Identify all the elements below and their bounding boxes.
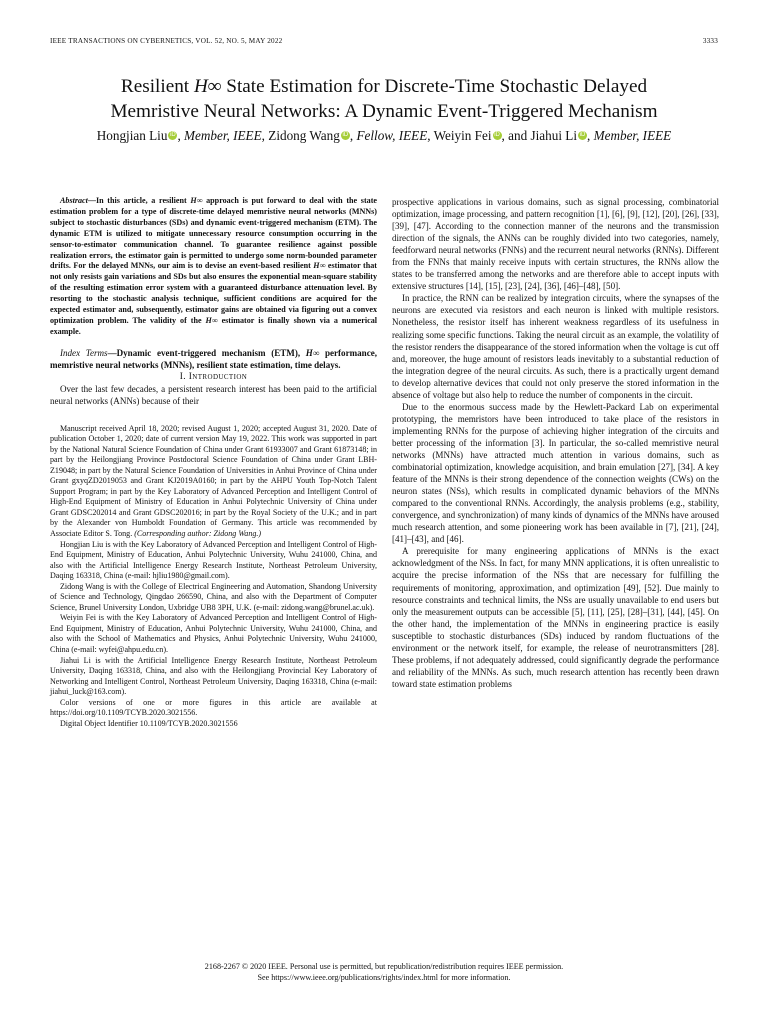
abstract-text: approach is put forward to deal with the state estimation problem for a type of discrete-time delayed memristive neural networks (MNNs) subject to stochastic disturbances (SDs) and dynamic event-triggered mechanism (ETM). The dynamic ETM is utilized to mitigate unnecessary resource consumption occurring in the sensor-to-estimator communication channel. To guarantee resilience against possible realization errors, the estimator gain is permitted to undergo some norm-bounded parameter drifts. For the delayed MNNs, our aim is to devise an event-based resilient [50,196,377,271]
h-infinity-symbol: H∞ [305,347,320,358]
orcid-icon[interactable]: iD [170,132,176,138]
abstract-label: Abstract [60,196,88,205]
right-column [392,196,719,690]
index-terms-text: —Dynamic event-triggered mechanism (ETM), [107,347,306,358]
body-paragraph: A prerequisite for many engineering applications of MNNs is the exact acknowledgment of the NSs. In fact, for many MNN applications, it is often unrealistic to acquire the precise information of the NSs that are necessary for fulfilling the requirements of monitoring, approximation, and optimization [49], [52]. Due mainly to resource constraints and technical limits, the NSs are usually unavailable to end users but only the measurement outputs can be accessible [5], [11], [25], [28]–[31], [44], [45]. On the other hand, the implementation of the MNNs in engineering practice is easily susceptible to stochastic disturbances (SDs) induced by random fluctuations of the environment or the network itself, for example, the release of neurotransmitters [28]. These problems, if not adequately addressed, could significantly degrade the performance and reliability of the MNNs. As such, much research attention has recently been drawn toward state estimation problems [392,546,719,689]
author-name: Weiyin Fei [433,128,492,143]
footnote-doi: Digital Object Identifier 10.1109/TCYB.2020.3021556 [60,718,238,728]
body-paragraph: prospective applications in various domains, such as signal processing, combinatorial optimization, image processing, and pattern recognition [1], [6], [9], [12], [20], [26], [33], [39], [47]. According to the connection manner of the neurons and the transmission direction of the signals, the ANNs can be roughly divided into two categories, namely, feedforward neural networks (FNNs) and the recurrent neural networks (RNNs). Different from the FNNs that mainly receive inputs with certain structures, the RNNs allow the states to be transferred among the networks and are therefore able to accept inputs with extensive structures [14], [15], [23], [24], [36], [46]–[48], [50]. [392,197,719,292]
abstract-text: estimator that not only resists gain variations and SDs but also ensures the exponential mean-square stability of the resulting estimation error system with a guaranteed disturbance attenuation level. By resorting to the stochastic analysis technique, sufficient conditions are acquired for the expected estimator and, subsequently, estimator gains are obtained via figuring out a convex optimization problem. The validity of the [50,261,377,325]
title-text-a: Resilient [120,76,194,97]
section-heading [50,371,377,383]
footnote-author-4: Jiahui Li is with the Artificial Intelligence Energy Research Institute, Northeast Petroleum University, Daqing 163318, China, and also with the Heilongjiang Provincial Key Laboratory of Networking and Intelligent Control, Northeast Petroleum University, Daqing 163318, China (e-mail: jiahui_luck@163.com). [50,655,377,697]
author-name: Hongjian Liu [96,128,168,143]
journal-info: IEEE TRANSACTIONS ON CYBERNETICS, VOL. 52, NO. 5, MAY 2022 [50,37,283,45]
running-header [50,37,718,45]
left-column [50,196,377,729]
author-affil: Member, IEEE [184,128,262,143]
author-name: Jiahui Li [530,128,578,143]
h-infinity-symbol: H∞ [193,76,222,97]
index-terms [50,348,377,372]
rights-link[interactable]: See https://www.ieee.org/publications/rights/index.html for more information. [257,973,511,982]
abstract-text: —In this article, a resilient [87,196,191,205]
copyright-line: 2168-2267 © 2020 IEEE. Personal use is permitted, but republication/redistribution requires IEEE permission. [204,962,564,971]
h-infinity-symbol: H∞ [190,196,203,205]
footnote-author-3: Weiyin Fei is with the Key Laboratory of Advanced Perception and Intelligent Control of High-End Equipment, Ministry of Education, Anhui Polytechnic University, Wuhu 241000, China, and also with the School of Mathematics and Physics, Anhui Polytechnic University, Wuhu 241000, China (e-mail: wyfei@ahpu.edu.cn). [50,613,377,654]
abstract-text: estimator is finally shown via a numerical example. [50,315,377,336]
body-paragraph: In practice, the RNN can be realized by integration circuits, where the synapses of the neurons are executed via resistors and each neuron is linked with multiple resistors. Nonetheless, the resistor itself has inherent weakness regardless of its usefulness in realizing some specific functions. Taking the neural circuit as an example, the volatility of the resistor renders the disappearance of the stored information when the voltage is cut off and, moreover, the huge amount of resistors leads inevitably to a substantial reduction of the integration degree of the neural circuits. As such, there is a practically urgent demand to develop alternative devices that could not only preserve the stored information in the absence of voltage but also help to reduce the number of components in the circuit. [392,293,719,400]
page-number: 3333 [702,37,718,45]
h-infinity-symbol: H∞ [205,315,218,325]
index-terms-text: performance, memristive neural networks (MNNs), resilient state estimation, time delays. [50,347,377,370]
footnote-manuscript [50,424,377,540]
author-name: Zidong Wang [268,128,340,143]
footnote-text: Manuscript received April 18, 2020; revised August 1, 2020; accepted August 31, 2020. Date of publication October 1, 2020; date of current version May 19, 2022. This work was supported in part by the National Natural Science Foundation of China under Grant 61933007 and Grant 61873148; in part by the Heilongjiang Province Postdoctoral Science Foundation of China under Grant LBH-Z19048; in part by the Natural Science Foundation of Universities in Anhui Province of China under Grant gxyqZD2019053 and Grant KJ2019A0160; in part by the AHPU Youth Top-Notch Talent Support Program; in part by the Key Laboratory of Advanced Perception and Intelligent Control of High-End Equipment of Ministry of Education in Anhui Polytechnic University of China under Grant GDSC202014 and Grant GDSC202016; in part by the Royal Society of the U.K.; and in part by the Alexander von Humboldt Foundation of Germany. This article was recommended by Associate Editor S. Tong. [50,423,377,538]
section-title: Introduction [188,372,248,383]
corresponding-author: (Corresponding author: Zidong Wang.) [134,528,262,538]
orcid-icon[interactable]: iD [579,132,586,138]
h-infinity-symbol: H∞ [313,261,326,271]
author-list: Hongjian Liu iD , Member, IEEE, Zidong Wang iD , Fellow, IEEE, Weiyin Fei iD , and Jiahui Li iD , Member, IEEE [96,128,672,143]
author-affil: Fellow, IEEE [356,128,428,143]
author-affil: Member, IEEE [593,128,672,143]
title-line-1 [40,74,728,99]
section-number: I. [179,372,189,383]
footnotes [50,424,377,730]
paper-title [40,74,728,124]
footnote-author-1: Hongjian Liu is with the Key Laboratory of Advanced Perception and Intelligent Control of High-End Equipment, Ministry of Education, Anhui Polytechnic University, Wuhu 241000, China, and also with the Artificial Intelligence Energy Research Institute, Northeast Petroleum University, Daqing 163318, China (e-mail: hjliu1980@gmail.com). [50,539,377,581]
title-line-2: Memristive Neural Networks: A Dynamic Event-Triggered Mechanism [110,101,658,122]
footnote-author-2: Zidong Wang is with the College of Electrical Engineering and Automation, Shandong University of Science and Technology, Qingdao 266590, China, and also with the Department of Computer Science, Brunel University London, Uxbridge UB8 3PH, U.K. (e-mail: zidong.wang@brunel.ac.uk). [50,581,377,612]
title-text-b: State Estimation for Discrete-Time Stochastic Delayed [221,76,648,97]
orcid-icon[interactable]: iD [342,132,349,138]
intro-paragraph: Over the last few decades, a persistent research interest has been paid to the artificial neural networks (ANNs) because of their [50,384,377,407]
footnote-color-figures[interactable]: Color versions of one or more figures in this article are available at https://doi.org/10.1109/TCYB.2020.3021556. [50,697,377,718]
body-paragraph: Due to the enormous success made by the Hewlett-Packard Lab on experimental prototyping, the memristors have been introduced to take place of the resistors in implementing RNNs for the purpose of achieving higher integration of the circuits and better processing of the information [3]. In particular, the so-called memristive neural networks (MNNs) have attracted much attention in various domains, such as combinatorial optimization, knowledge acquisition, and brain emulation [27], [34]. A key feature of the MNNs is their strong dependence of the connection weights (CWs) on the neuron states (NSs), which results in complicated dynamic behaviors of the MNNs compared to the conventional RNNs. Accordingly, the analysis problems (e.g., stability, convergence, and synchronization) of many kinds of dynamics of the MNNs have aroused much research attention, and some pioneering work has been available in [7], [21], [24], [41]–[43], and [46]. [392,401,719,545]
copyright-notice [30,961,738,983]
abstract [50,196,377,338]
orcid-icon[interactable]: iD [494,132,500,138]
index-terms-label: Index Terms [60,347,108,358]
